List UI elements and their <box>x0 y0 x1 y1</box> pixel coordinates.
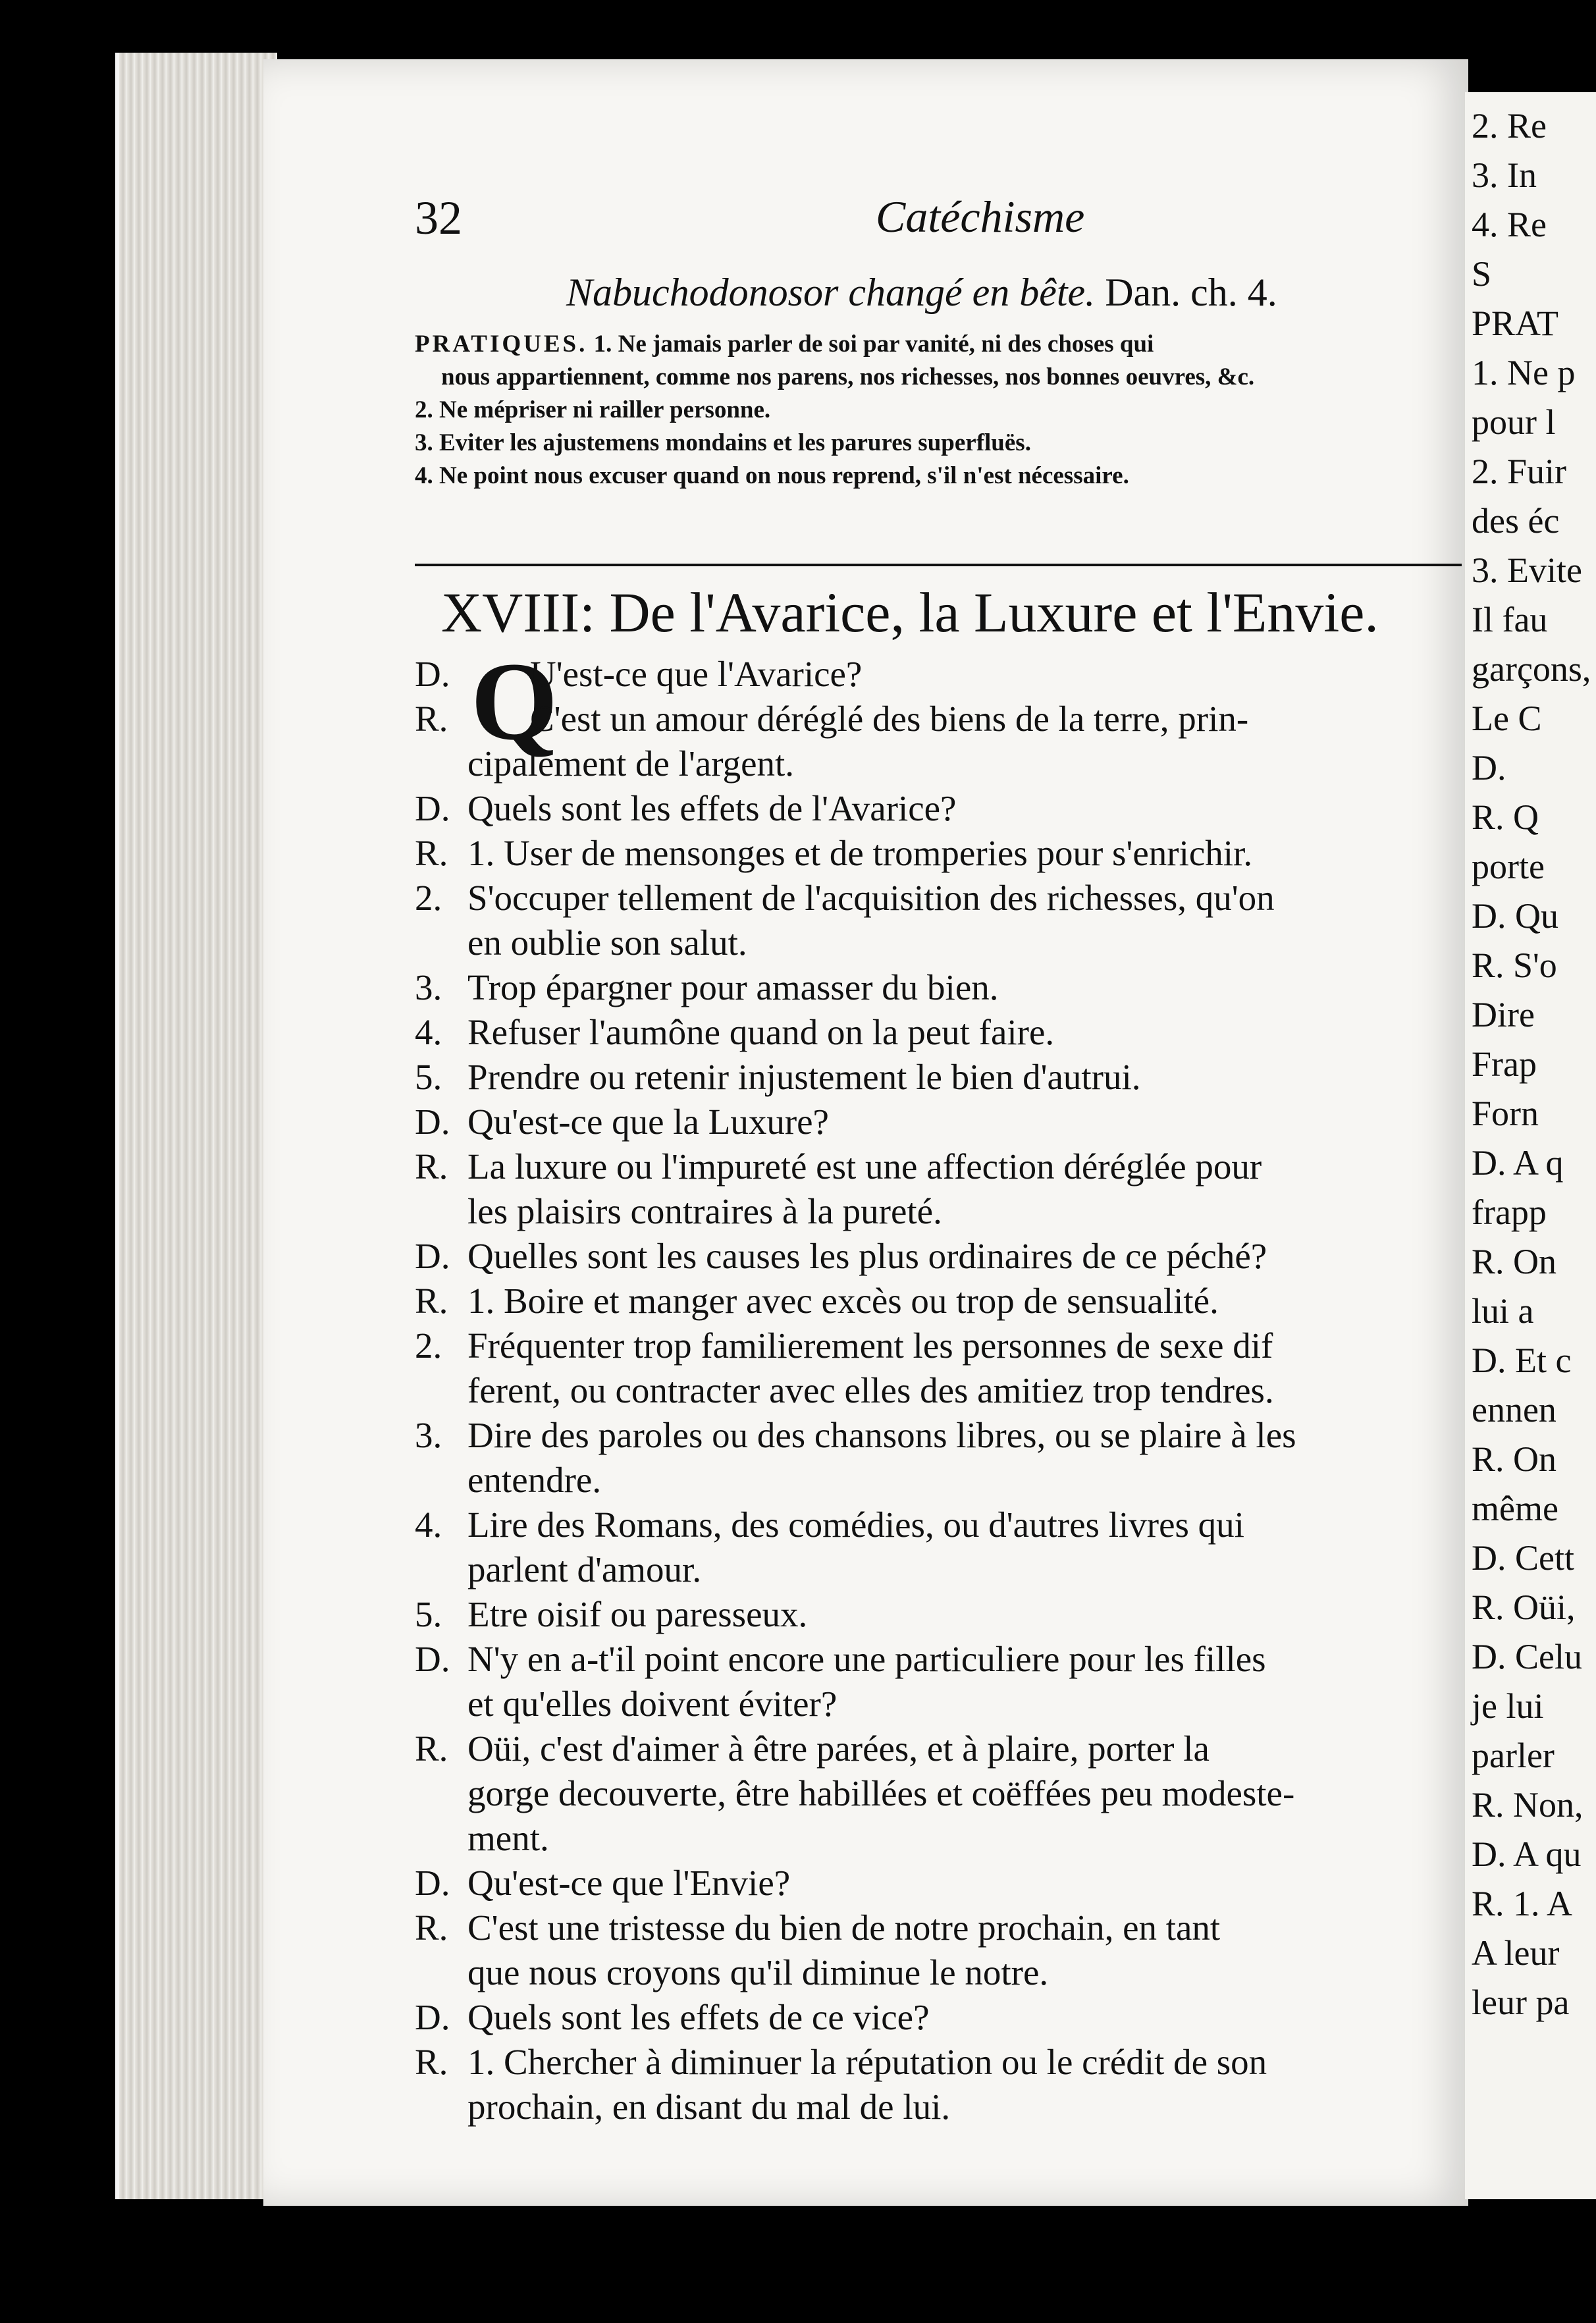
text-line <box>415 1682 1468 1726</box>
catechism-body <box>415 639 1468 2129</box>
adjacent-page-text: Forn <box>1472 1094 1539 1133</box>
line-marker: 2. <box>415 1325 442 1366</box>
caption-reference: Dan. ch. 4. <box>1105 271 1277 314</box>
line-text: 1. Chercher à diminuer la réputation ou le crédit de son <box>467 2042 1267 2082</box>
text-line <box>415 652 1468 697</box>
adjacent-page-text: D. <box>1472 748 1506 788</box>
book-edge <box>115 53 277 2199</box>
adjacent-page-text: leur pa <box>1472 1983 1570 2022</box>
adjacent-page-text: 4. Re <box>1472 205 1547 244</box>
line-marker: D. <box>415 788 450 828</box>
section-title: XVIII: De l'Avarice, la Luxure et l'Envie. <box>441 581 1379 644</box>
line-marker: 4. <box>415 1012 442 1052</box>
line-marker: D. <box>415 1236 450 1276</box>
line-marker: 3. <box>415 967 442 1007</box>
line-marker: R. <box>415 1908 448 1948</box>
book-page <box>263 59 1468 2206</box>
line-marker: D. <box>415 1863 450 1903</box>
adjacent-page-text: D. Celu <box>1472 1637 1582 1676</box>
line-text: Prendre ou retenir injustement le bien d'autrui. <box>467 1057 1141 1097</box>
adjacent-page-text: 3. Evite <box>1472 550 1582 590</box>
line-text: Qu'est-ce que la Luxure? <box>467 1102 829 1142</box>
text-line <box>415 1816 1468 1861</box>
line-text: cipalement de l'argent. <box>467 743 795 784</box>
text-line <box>415 876 1468 921</box>
adjacent-page-text: porte <box>1472 847 1545 886</box>
line-text: Qu'est-ce que l'Envie? <box>467 1863 791 1903</box>
adjacent-page-text: Il fau <box>1472 600 1548 639</box>
line-marker: 5. <box>415 1057 442 1097</box>
text-line <box>415 1323 1468 1368</box>
adjacent-page-text: 3. In <box>1472 155 1537 195</box>
line-text: C'est un amour déréglé des biens de la terre, prin- <box>530 699 1249 739</box>
running-title: Catéchisme <box>876 192 1085 242</box>
page-number: 32 <box>415 192 462 244</box>
adjacent-page-text: D. Qu <box>1472 896 1558 936</box>
adjacent-page-text: Le C <box>1472 699 1542 738</box>
text-line <box>415 1861 1468 1906</box>
text-line <box>415 921 1468 965</box>
text-line <box>415 1055 1468 1100</box>
line-text: que nous croyons qu'il diminue le notre. <box>467 1952 1049 1992</box>
adjacent-page-text: des éc <box>1472 501 1560 541</box>
text-line <box>415 741 1468 786</box>
adjacent-page-text: ennen <box>1472 1390 1556 1429</box>
text-line <box>415 1234 1468 1279</box>
line-marker: D. <box>415 1102 450 1142</box>
text-line <box>415 1100 1468 1144</box>
adjacent-page-text: D. A qu <box>1472 1834 1582 1874</box>
pratiques-block <box>415 328 1468 493</box>
adjacent-page-text: D. A q <box>1472 1143 1564 1183</box>
text-line <box>415 1637 1468 1682</box>
adjacent-page-text: D. Cett <box>1472 1538 1574 1578</box>
adjacent-page-text: R. On <box>1472 1439 1557 1479</box>
line-text: C'est une tristesse du bien de notre prochain, en tant <box>467 1908 1221 1948</box>
text-line <box>415 786 1468 831</box>
text-line <box>415 1279 1468 1323</box>
text-line <box>415 1995 1468 2040</box>
adjacent-page-text: A leur <box>1472 1933 1560 1973</box>
text-line <box>415 1726 1468 1771</box>
adjacent-page-text: R. Oüi, <box>1472 1588 1576 1627</box>
pratiques-item: 1. Ne jamais parler de soi par vanité, ni des choses qui <box>593 331 1154 358</box>
line-text: ment. <box>467 1818 549 1858</box>
pratiques-line <box>415 328 1468 361</box>
caption-text: Nabuchodonosor changé en bête. <box>566 271 1096 314</box>
adjacent-page-text: garçons, <box>1472 649 1591 689</box>
adjacent-page-text: même <box>1472 1489 1558 1528</box>
line-text: Quels sont les effets de ce vice? <box>467 1997 930 2037</box>
text-line <box>415 1906 1468 1950</box>
line-marker: 3. <box>415 1415 442 1455</box>
adjacent-page-text: S <box>1472 254 1492 294</box>
line-marker: R. <box>415 1281 448 1321</box>
line-text: Quelles sont les causes les plus ordinaires de ce péché? <box>467 1236 1267 1276</box>
drop-cap: Q <box>471 639 558 763</box>
text-line <box>415 697 1468 741</box>
line-marker: 5. <box>415 1594 442 1634</box>
line-text: 1. User de mensonges et de tromperies pour s'enrichir. <box>467 833 1253 873</box>
text-line <box>415 1547 1468 1592</box>
line-text: Trop épargner pour amasser du bien. <box>467 967 999 1007</box>
adjacent-page-text: R. On <box>1472 1242 1557 1281</box>
line-text: La luxure ou l'impureté est une affection déréglée pour <box>467 1146 1262 1187</box>
line-marker: R. <box>415 699 448 739</box>
line-text: Refuser l'aumône quand on la peut faire. <box>467 1012 1055 1052</box>
line-text: Fréquenter trop familierement les personnes de sexe dif <box>467 1325 1273 1366</box>
line-text: parlent d'amour. <box>467 1549 702 1589</box>
text-line <box>415 1458 1468 1503</box>
line-text: gorge decouverte, être habillées et coëffées peu modeste- <box>467 1773 1295 1813</box>
text-line <box>415 1503 1468 1547</box>
adjacent-page-text: frapp <box>1472 1192 1547 1232</box>
line-marker: 2. <box>415 878 442 918</box>
adjacent-page-text: PRAT <box>1472 304 1559 343</box>
pratiques-label: PRATIQUES. <box>415 331 588 358</box>
adjacent-page-text: R. 1. A <box>1472 1884 1573 1923</box>
adjacent-page-text: Dire <box>1472 995 1535 1034</box>
pratiques-line: nous appartiennent, comme nos parens, nos richesses, nos bonnes oeuvres, &c. <box>441 363 1255 390</box>
line-text: Etre oisif ou paresseux. <box>467 1594 808 1634</box>
line-text: prochain, en disant du mal de lui. <box>467 2087 951 2127</box>
adjacent-page-text: lui a <box>1472 1291 1534 1331</box>
adjacent-page-text: 1. Ne p <box>1472 353 1576 392</box>
adjacent-page-fragment <box>1465 92 1596 2199</box>
text-line <box>415 1592 1468 1637</box>
text-line <box>415 1771 1468 1816</box>
adjacent-page-text: 2. Re <box>1472 106 1547 146</box>
text-line <box>415 965 1468 1010</box>
line-text: et qu'elles doivent éviter? <box>467 1684 838 1724</box>
line-text: Oüi, c'est d'aimer à être parées, et à plaire, porter la <box>467 1728 1210 1769</box>
line-marker: R. <box>415 833 448 873</box>
line-text: Quels sont les effets de l'Avarice? <box>467 788 957 828</box>
adjacent-page-text: R. Q <box>1472 797 1539 837</box>
line-marker: R. <box>415 1146 448 1187</box>
line-text: N'y en a-t'il point encore une particuliere pour les filles <box>467 1639 1266 1679</box>
pratiques-line: 3. Eviter les ajustemens mondains et les parures superfluës. <box>415 429 1031 456</box>
adjacent-page-text: pour l <box>1472 402 1556 442</box>
text-line <box>415 2085 1468 2129</box>
page-header <box>415 191 1402 250</box>
text-line <box>415 1144 1468 1189</box>
line-text: Dire des paroles ou des chansons libres, ou se plaire à les <box>467 1415 1296 1455</box>
line-marker: D. <box>415 1639 450 1679</box>
adjacent-page-text: je lui <box>1472 1686 1544 1726</box>
text-line <box>415 1413 1468 1458</box>
line-text: ferent, ou contracter avec elles des amitiez trop tendres. <box>467 1370 1274 1410</box>
adjacent-page-text: D. Et c <box>1472 1341 1572 1380</box>
line-marker: D. <box>415 654 450 694</box>
line-text: Lire des Romans, des comédies, ou d'autres livres qui <box>467 1505 1244 1545</box>
illustration-caption <box>566 270 1277 315</box>
line-text: 1. Boire et manger avec excès ou trop de sensualité. <box>467 1281 1219 1321</box>
line-marker: 4. <box>415 1505 442 1545</box>
text-line <box>415 1950 1468 1995</box>
text-line <box>415 1189 1468 1234</box>
line-text: les plaisirs contraires à la pureté. <box>467 1191 942 1231</box>
line-marker: D. <box>415 1997 450 2037</box>
line-text: en oublie son salut. <box>467 922 747 963</box>
line-text: entendre. <box>467 1460 602 1500</box>
adjacent-page-text: parler <box>1472 1736 1555 1775</box>
adjacent-page-text: 2. Fuir <box>1472 452 1567 491</box>
pratiques-line: 2. Ne mépriser ni railler personne. <box>415 396 771 423</box>
text-line <box>415 831 1468 876</box>
adjacent-page-text: R. S'o <box>1472 946 1557 985</box>
pratiques-line: 4. Ne point nous excuser quand on nous reprend, s'il n'est nécessaire. <box>415 462 1129 489</box>
text-line <box>415 2040 1468 2085</box>
line-text: U'est-ce que l'Avarice? <box>530 654 863 694</box>
adjacent-page-text: Frap <box>1472 1044 1537 1084</box>
line-marker: R. <box>415 2042 448 2082</box>
line-marker: R. <box>415 1728 448 1769</box>
section-divider <box>415 564 1462 566</box>
text-line <box>415 1368 1468 1413</box>
adjacent-page-text: R. Non, <box>1472 1785 1583 1825</box>
text-line <box>415 1010 1468 1055</box>
line-text: S'occuper tellement de l'acquisition des richesses, qu'on <box>467 878 1275 918</box>
